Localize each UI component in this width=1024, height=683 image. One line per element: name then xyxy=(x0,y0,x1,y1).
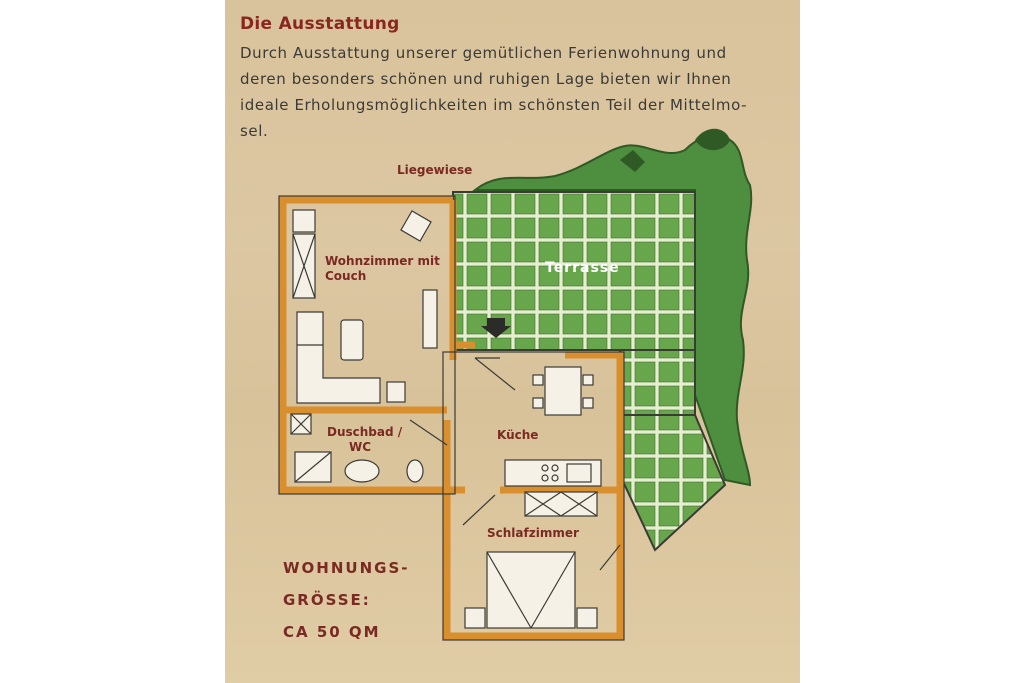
double-bed xyxy=(487,552,575,628)
door-swing xyxy=(475,358,515,390)
intro-line: Durch Ausstattung unserer gemütlichen Ferienwohnung und xyxy=(240,44,727,62)
coffee-table xyxy=(341,320,363,360)
armchair xyxy=(401,211,431,241)
wardrobe xyxy=(525,492,597,516)
label-liegewiese: Liegewiese xyxy=(397,163,473,177)
washbasin xyxy=(345,460,379,482)
intro-line: deren besonders schönen und ruhigen Lage bieten wir Ihnen xyxy=(240,70,732,88)
label-schlafzimmer: Schlafzimmer xyxy=(487,526,579,540)
chair xyxy=(533,375,543,385)
label-kueche: Küche xyxy=(497,428,539,442)
door-swing xyxy=(410,420,447,445)
brochure-page xyxy=(225,0,800,683)
label-duschbad: Duschbad / xyxy=(327,425,403,439)
nightstand xyxy=(465,608,485,628)
chair xyxy=(583,375,593,385)
section-heading: Die Ausstattung xyxy=(240,14,400,34)
stove-burner xyxy=(542,475,548,481)
couch xyxy=(297,312,380,403)
intro-line: ideale Erholungsmöglichkeiten im schönsten Teil der Mittelmo- xyxy=(240,96,748,114)
apartment-size xyxy=(283,552,409,648)
terrace-tiles xyxy=(620,350,695,415)
stove-burner xyxy=(552,475,558,481)
label-wohnzimmer: Couch xyxy=(325,269,367,283)
sink xyxy=(567,464,591,482)
stove-burner xyxy=(552,465,558,471)
size-line: GRÖSSE: xyxy=(283,591,371,609)
toilet xyxy=(407,460,423,482)
footstool xyxy=(387,382,405,402)
label-duschbad: WC xyxy=(349,440,372,454)
size-line: WOHNUNGS- xyxy=(283,559,410,577)
shelf xyxy=(293,210,315,232)
size-line: CA 50 QM xyxy=(283,623,381,641)
door-swing xyxy=(463,495,495,525)
nightstand xyxy=(577,608,597,628)
dining-table xyxy=(545,367,581,415)
stove-burner xyxy=(542,465,548,471)
intro-line: sel. xyxy=(240,122,269,140)
label-terrasse: Terrasse xyxy=(545,260,620,276)
chair xyxy=(583,398,593,408)
label-wohnzimmer: Wohnzimmer mit xyxy=(325,254,440,268)
chair xyxy=(533,398,543,408)
sideboard xyxy=(423,290,437,348)
